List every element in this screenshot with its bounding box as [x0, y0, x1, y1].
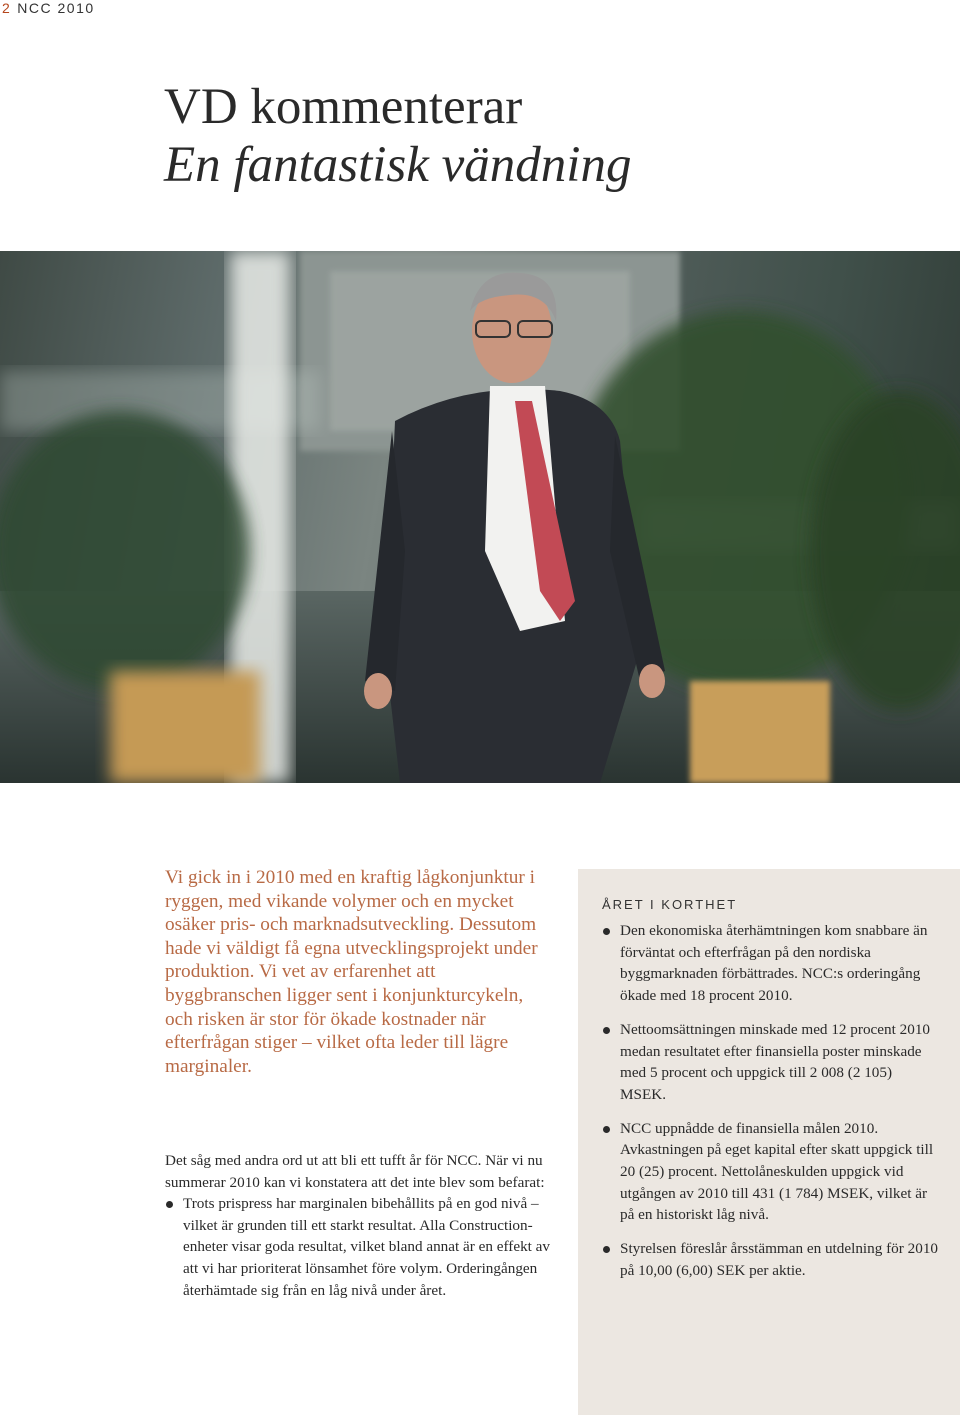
body-bullet: Trots prispress har marginalen bibehållits på en god nivå – vilket är grunden till ett starkt resultat. Alla Construction-enheter visar goda resultat, vilket bland annat är en effekt av att vi har prioriterat lönsamhet före volym. Orderingången återhämtade sig från en låg nivå under året. — [165, 1193, 555, 1301]
publication-name: NCC 2010 — [17, 0, 95, 16]
sidebar-list — [602, 920, 938, 1282]
ceo-portrait-photo — [0, 251, 960, 783]
sidebar-item: Den ekonomiska återhämtningen kom snabbare än förväntat och efterfrågan på den nordiska byggmarknaden förbättrades. NCC:s orderingång ökade med 18 procent 2010. — [602, 920, 938, 1007]
body-intro: Det såg med andra ord ut att bli ett tufft år för NCC. När vi nu summerar 2010 kan vi konstatera att det inte blev som befarat: — [165, 1152, 545, 1191]
lead-paragraph: Vi gick in i 2010 med en kraftig lågkonjunktur i ryggen, med vikande volymer och en mycket osäker pris- och marknadsutveckling. Dessutom hade vi väldigt få egna utvecklingsprojekt under produktion. Vi vet av erfarenhet att byggbranschen ligger sent i konjunkturcykeln, och risken är stor för ökade kostnader när efterfrågan stiger – vilket ofta leder till lägre marginaler. — [165, 867, 538, 1077]
sidebar-item: Styrelsen föreslår årsstämman en utdelning för 2010 på 10,00 (6,00) SEK per aktie. — [602, 1238, 938, 1281]
page-title — [164, 78, 631, 194]
title-line-2: En fantastisk vändning — [164, 137, 632, 193]
sidebar-item: NCC uppnådde de finansiella målen 2010. Avkastningen på eget kapital efter skatt uppgick till 20 (25) procent. Nettolåneskulden uppgick vid utgången av 2010 till 431 (1 784) MSEK, vilket är på en historiskt låg nivå. — [602, 1118, 938, 1227]
year-summary-sidebar — [578, 869, 960, 1415]
page-folio — [2, 0, 95, 16]
sidebar-heading: ÅRET I KORTHET — [602, 897, 738, 912]
page-number: 2 — [2, 0, 12, 16]
sidebar-item: Nettoomsättningen minskade med 12 procent 2010 medan resultatet efter finansiella poster minskade med 5 procent och uppgick till 2 008 (2 105) MSEK. — [602, 1019, 938, 1106]
body-text — [165, 1150, 555, 1301]
portrait-photo-icon — [0, 251, 960, 783]
body-bullet-list — [165, 1193, 555, 1301]
title-line-1: VD kommenterar — [164, 79, 523, 135]
